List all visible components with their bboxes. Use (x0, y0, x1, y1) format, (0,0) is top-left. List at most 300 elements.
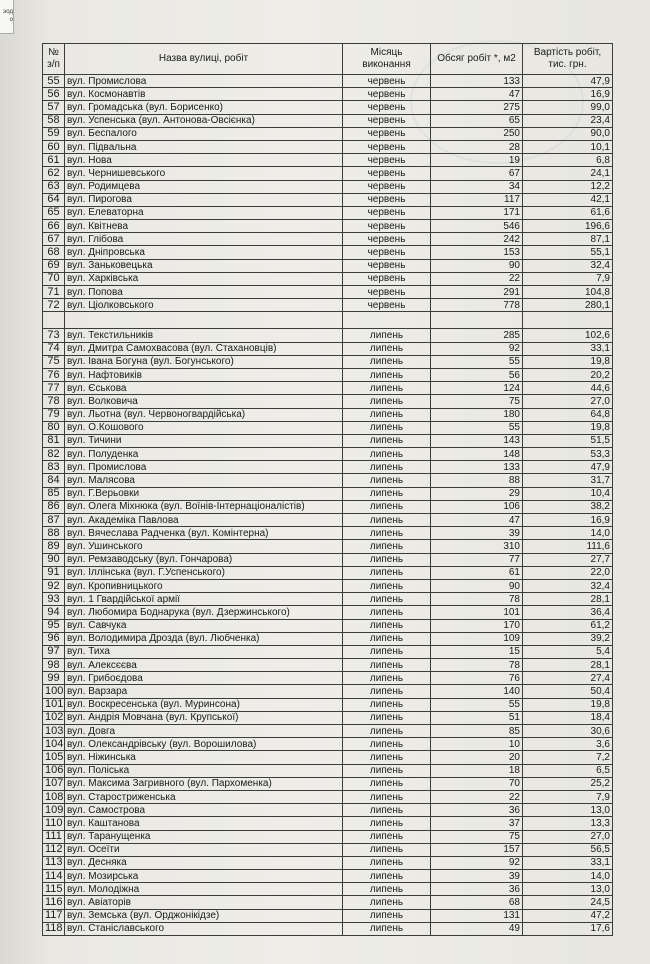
cost-cell: 33,1 (523, 856, 613, 869)
volume-cell: 180 (431, 408, 523, 421)
street-name: вул. Савчука (65, 619, 343, 632)
month-cell: липень (343, 659, 431, 672)
cost-cell: 27,4 (523, 672, 613, 685)
month-cell: липень (343, 540, 431, 553)
month-cell: липень (343, 817, 431, 830)
table-row (43, 804, 613, 817)
table-row (43, 140, 613, 153)
table-row (43, 474, 613, 487)
cost-cell: 19,8 (523, 421, 613, 434)
table-row (43, 448, 613, 461)
month-cell: липень (343, 843, 431, 856)
month-cell: липень (343, 922, 431, 935)
cost-cell: 3,6 (523, 738, 613, 751)
volume-cell: 61 (431, 566, 523, 579)
month-cell: липень (343, 527, 431, 540)
cost-cell: 90,0 (523, 127, 613, 140)
volume-cell: 76 (431, 672, 523, 685)
street-name: вул. Кропивницького (65, 579, 343, 592)
row-number: 105 (43, 751, 65, 764)
cost-cell: 32,4 (523, 579, 613, 592)
row-number: 111 (43, 830, 65, 843)
table-row (43, 725, 613, 738)
street-name: вул. Чернишевського (65, 167, 343, 180)
street-name: вул. Ніжинська (65, 751, 343, 764)
row-number: 104 (43, 738, 65, 751)
table-row (43, 593, 613, 606)
street-name: вул. Іллінська (вул. Г.Успенського) (65, 566, 343, 579)
cost-cell: 19,8 (523, 355, 613, 368)
street-name: вул. Станіславського (65, 922, 343, 935)
table-row (43, 286, 613, 299)
street-name: вул. Любомира Боднарука (вул. Дзержинського) (65, 606, 343, 619)
month-cell: липень (343, 738, 431, 751)
cost-cell: 24,5 (523, 896, 613, 909)
month-cell: липень (343, 685, 431, 698)
street-name: вул. Тичини (65, 434, 343, 447)
table-row (43, 514, 613, 527)
cost-cell: 51,5 (523, 434, 613, 447)
volume-cell: 148 (431, 448, 523, 461)
row-number: 101 (43, 698, 65, 711)
street-name: вул. Г.Верьовки (65, 487, 343, 500)
table-row (43, 368, 613, 381)
row-number: 110 (43, 817, 65, 830)
month-cell: червень (343, 193, 431, 206)
table-row (43, 461, 613, 474)
row-number: 115 (43, 883, 65, 896)
volume-cell: 22 (431, 272, 523, 285)
volume-cell: 77 (431, 553, 523, 566)
month-cell: липень (343, 329, 431, 342)
volume-cell: 75 (431, 830, 523, 843)
volume-cell: 68 (431, 896, 523, 909)
street-name: вул. Десняка (65, 856, 343, 869)
month-cell: липень (343, 579, 431, 592)
street-name: вул. Земська (вул. Орджонікідзе) (65, 909, 343, 922)
table-row (43, 606, 613, 619)
volume-cell: 70 (431, 777, 523, 790)
table-row (43, 75, 613, 88)
month-cell: липень (343, 395, 431, 408)
volume-cell: 65 (431, 114, 523, 127)
street-name: вул. Родимцева (65, 180, 343, 193)
month-cell: червень (343, 88, 431, 101)
street-name: вул. Харківська (65, 272, 343, 285)
month-cell: липень (343, 777, 431, 790)
row-number: 65 (43, 206, 65, 219)
row-number: 97 (43, 645, 65, 658)
cost-cell: 104,8 (523, 286, 613, 299)
cost-cell: 36,4 (523, 606, 613, 619)
cost-cell: 17,6 (523, 922, 613, 935)
month-cell: липень (343, 698, 431, 711)
street-name: вул. Громадська (вул. Борисенко) (65, 101, 343, 114)
street-name: вул. Промислова (65, 75, 343, 88)
month-cell: липень (343, 672, 431, 685)
cost-cell: 44,6 (523, 382, 613, 395)
month-cell: липень (343, 632, 431, 645)
street-name: вул. Молодіжна (65, 883, 343, 896)
cost-cell: 13,3 (523, 817, 613, 830)
month-cell: липень (343, 421, 431, 434)
row-number: 61 (43, 154, 65, 167)
volume-cell: 18 (431, 764, 523, 777)
cost-cell: 10,4 (523, 487, 613, 500)
month-cell: липень (343, 896, 431, 909)
volume-cell: 92 (431, 342, 523, 355)
cost-cell: 16,9 (523, 514, 613, 527)
volume-cell: 291 (431, 286, 523, 299)
table-row (43, 395, 613, 408)
month-cell: липень (343, 619, 431, 632)
table-row (43, 408, 613, 421)
street-name: вул. Заньковецька (65, 259, 343, 272)
cost-cell: 32,4 (523, 259, 613, 272)
street-name: вул. Підвальна (65, 140, 343, 153)
volume-cell: 140 (431, 685, 523, 698)
street-name: вул. Володимира Дрозда (вул. Любченка) (65, 632, 343, 645)
header-num: № з/п (43, 44, 65, 75)
cost-cell: 111,6 (523, 540, 613, 553)
street-name: вул. Глібова (65, 233, 343, 246)
street-name: вул. Мозирська (65, 870, 343, 883)
month-cell: липень (343, 474, 431, 487)
street-name: вул. Олега Міхнюка (вул. Воїнів-Інтернаціоналістів) (65, 500, 343, 513)
street-name: вул. Нова (65, 154, 343, 167)
month-cell: червень (343, 154, 431, 167)
street-name: вул. Дніпровська (65, 246, 343, 259)
month-cell: червень (343, 140, 431, 153)
month-cell: липень (343, 368, 431, 381)
row-number: 88 (43, 527, 65, 540)
month-cell: липень (343, 355, 431, 368)
row-number: 103 (43, 725, 65, 738)
row-number: 87 (43, 514, 65, 527)
street-name: вул. Пирогова (65, 193, 343, 206)
row-number: 102 (43, 711, 65, 724)
cost-cell: 10,1 (523, 140, 613, 153)
volume-cell: 51 (431, 711, 523, 724)
street-name: вул. Волковича (65, 395, 343, 408)
row-number: 100 (43, 685, 65, 698)
row-number: 116 (43, 896, 65, 909)
month-cell: липень (343, 830, 431, 843)
street-name: вул. Ремзаводську (вул. Гончарова) (65, 553, 343, 566)
month-cell: липень (343, 645, 431, 658)
street-name: вул. Єськова (65, 382, 343, 395)
month-cell: липень (343, 461, 431, 474)
month-cell: липень (343, 593, 431, 606)
row-number: 71 (43, 286, 65, 299)
blank-row (43, 312, 613, 329)
row-number: 93 (43, 593, 65, 606)
volume-cell: 55 (431, 421, 523, 434)
street-name: вул. Максима Загривного (вул. Пархоменка) (65, 777, 343, 790)
cost-cell: 25,2 (523, 777, 613, 790)
month-cell: липень (343, 711, 431, 724)
street-name: вул. Грибоєдова (65, 672, 343, 685)
header-street: Назва вулиці, робіт (65, 44, 343, 75)
table-row (43, 127, 613, 140)
table-row (43, 487, 613, 500)
cost-cell: 28,1 (523, 593, 613, 606)
row-number: 108 (43, 790, 65, 803)
volume-cell: 92 (431, 856, 523, 869)
row-number: 86 (43, 500, 65, 513)
month-cell: червень (343, 220, 431, 233)
table-row (43, 777, 613, 790)
month-cell: липень (343, 870, 431, 883)
row-number: 89 (43, 540, 65, 553)
month-cell: липень (343, 764, 431, 777)
row-number: 81 (43, 434, 65, 447)
month-cell: липень (343, 408, 431, 421)
volume-cell: 10 (431, 738, 523, 751)
table-row (43, 896, 613, 909)
cost-cell: 16,9 (523, 88, 613, 101)
table-row (43, 843, 613, 856)
month-cell: липень (343, 606, 431, 619)
row-number: 67 (43, 233, 65, 246)
street-name: вул. Осeїти (65, 843, 343, 856)
street-name: вул. Таранущенка (65, 830, 343, 843)
table-row (43, 527, 613, 540)
row-number: 56 (43, 88, 65, 101)
street-name: вул. Дмитра Самохвасова (вул. Стахановців) (65, 342, 343, 355)
volume-cell: 36 (431, 804, 523, 817)
street-name: вул. Воскресенська (вул. Муринсона) (65, 698, 343, 711)
cost-cell: 27,0 (523, 395, 613, 408)
volume-cell: 20 (431, 751, 523, 764)
row-number: 75 (43, 355, 65, 368)
table-row (43, 698, 613, 711)
month-cell: липень (343, 448, 431, 461)
month-cell: червень (343, 75, 431, 88)
row-number: 94 (43, 606, 65, 619)
table-row (43, 259, 613, 272)
street-name: вул. Поліська (65, 764, 343, 777)
month-cell: червень (343, 180, 431, 193)
table-row (43, 870, 613, 883)
volume-cell: 22 (431, 790, 523, 803)
street-name: вул. Успенська (вул. Антонова-Овсієнка) (65, 114, 343, 127)
table-row (43, 672, 613, 685)
cost-cell: 280,1 (523, 299, 613, 312)
section-gap (43, 312, 613, 329)
row-number: 59 (43, 127, 65, 140)
cost-cell: 27,7 (523, 553, 613, 566)
row-number: 72 (43, 299, 65, 312)
row-number: 114 (43, 870, 65, 883)
street-name: вул. Ціолковського (65, 299, 343, 312)
cost-cell: 20,2 (523, 368, 613, 381)
month-cell: червень (343, 272, 431, 285)
row-number: 74 (43, 342, 65, 355)
volume-cell: 242 (431, 233, 523, 246)
street-name: вул. Авіаторів (65, 896, 343, 909)
row-number: 96 (43, 632, 65, 645)
volume-cell: 109 (431, 632, 523, 645)
cost-cell: 47,2 (523, 909, 613, 922)
month-cell: червень (343, 206, 431, 219)
row-number: 69 (43, 259, 65, 272)
table-row (43, 167, 613, 180)
cost-cell: 7,9 (523, 272, 613, 285)
row-number: 80 (43, 421, 65, 434)
volume-cell: 75 (431, 395, 523, 408)
volume-cell: 85 (431, 725, 523, 738)
table-row (43, 329, 613, 342)
row-number: 68 (43, 246, 65, 259)
volume-cell: 131 (431, 909, 523, 922)
street-name: вул. Текстильників (65, 329, 343, 342)
cost-cell: 19,8 (523, 698, 613, 711)
street-name: вул. Попова (65, 286, 343, 299)
table-row (43, 421, 613, 434)
cost-cell: 196,6 (523, 220, 613, 233)
volume-cell: 39 (431, 870, 523, 883)
table-row (43, 738, 613, 751)
street-name: вул. Беспалого (65, 127, 343, 140)
volume-cell: 133 (431, 75, 523, 88)
street-name: вул. Старостриженська (65, 790, 343, 803)
june-rows (43, 75, 613, 312)
cost-cell: 56,5 (523, 843, 613, 856)
table-row (43, 830, 613, 843)
table-row (43, 909, 613, 922)
row-number: 99 (43, 672, 65, 685)
cost-cell: 38,2 (523, 500, 613, 513)
table-row (43, 206, 613, 219)
cost-cell: 53,3 (523, 448, 613, 461)
table-row (43, 88, 613, 101)
july-rows (43, 329, 613, 936)
volume-cell: 143 (431, 434, 523, 447)
cost-cell: 47,9 (523, 75, 613, 88)
street-name: вул. Ушинського (65, 540, 343, 553)
table-row (43, 246, 613, 259)
row-number: 83 (43, 461, 65, 474)
month-cell: липень (343, 856, 431, 869)
row-number: 95 (43, 619, 65, 632)
month-cell: червень (343, 127, 431, 140)
row-number: 112 (43, 843, 65, 856)
month-cell: липень (343, 804, 431, 817)
cost-cell: 61,2 (523, 619, 613, 632)
volume-cell: 310 (431, 540, 523, 553)
volume-cell: 133 (431, 461, 523, 474)
row-number: 70 (43, 272, 65, 285)
volume-cell: 78 (431, 593, 523, 606)
volume-cell: 49 (431, 922, 523, 935)
row-number: 58 (43, 114, 65, 127)
cost-cell: 39,2 (523, 632, 613, 645)
volume-cell: 778 (431, 299, 523, 312)
table-row (43, 272, 613, 285)
month-cell: липень (343, 553, 431, 566)
row-number: 113 (43, 856, 65, 869)
header-month: Місяць виконання (343, 44, 431, 75)
volume-cell: 275 (431, 101, 523, 114)
month-cell: липень (343, 883, 431, 896)
table-row (43, 764, 613, 777)
cost-cell: 18,4 (523, 711, 613, 724)
table-row (43, 817, 613, 830)
volume-cell: 153 (431, 246, 523, 259)
row-number: 66 (43, 220, 65, 233)
table-row (43, 579, 613, 592)
volume-cell: 47 (431, 514, 523, 527)
cost-cell: 13,0 (523, 883, 613, 896)
table-row (43, 645, 613, 658)
row-number: 98 (43, 659, 65, 672)
row-number: 106 (43, 764, 65, 777)
volume-cell: 19 (431, 154, 523, 167)
volume-cell: 171 (431, 206, 523, 219)
volume-cell: 88 (431, 474, 523, 487)
volume-cell: 106 (431, 500, 523, 513)
table-row (43, 922, 613, 935)
cost-cell: 55,1 (523, 246, 613, 259)
cost-cell: 7,9 (523, 790, 613, 803)
cost-cell: 28,1 (523, 659, 613, 672)
table-row (43, 233, 613, 246)
row-number: 107 (43, 777, 65, 790)
street-name: вул. Академіка Павлова (65, 514, 343, 527)
cost-cell: 13,0 (523, 804, 613, 817)
cost-cell: 64,8 (523, 408, 613, 421)
month-cell: червень (343, 167, 431, 180)
street-name: вул. Промислова (65, 461, 343, 474)
month-cell: липень (343, 382, 431, 395)
row-number: 55 (43, 75, 65, 88)
street-name: вул. Вячеслава Радченка (вул. Комінтерна) (65, 527, 343, 540)
table-row (43, 790, 613, 803)
cost-cell: 27,0 (523, 830, 613, 843)
cost-cell: 61,6 (523, 206, 613, 219)
street-name: вул. Андрія Мовчана (вул. Крупської) (65, 711, 343, 724)
table-row (43, 500, 613, 513)
table-row (43, 540, 613, 553)
row-number: 117 (43, 909, 65, 922)
street-name: вул. Елеваторна (65, 206, 343, 219)
cost-cell: 14,0 (523, 870, 613, 883)
row-number: 76 (43, 368, 65, 381)
month-cell: червень (343, 299, 431, 312)
corner-note: эод о (0, 0, 14, 34)
month-cell: липень (343, 342, 431, 355)
month-cell: червень (343, 114, 431, 127)
cost-cell: 6,8 (523, 154, 613, 167)
table-row (43, 114, 613, 127)
row-number: 78 (43, 395, 65, 408)
street-name: вул. О.Кошового (65, 421, 343, 434)
volume-cell: 101 (431, 606, 523, 619)
volume-cell: 124 (431, 382, 523, 395)
cost-cell: 14,0 (523, 527, 613, 540)
row-number: 109 (43, 804, 65, 817)
table-row (43, 632, 613, 645)
table-row (43, 382, 613, 395)
volume-cell: 90 (431, 259, 523, 272)
month-cell: липень (343, 500, 431, 513)
volume-cell: 78 (431, 659, 523, 672)
street-name: вул. Малясова (65, 474, 343, 487)
month-cell: червень (343, 233, 431, 246)
volume-cell: 90 (431, 579, 523, 592)
row-number: 85 (43, 487, 65, 500)
